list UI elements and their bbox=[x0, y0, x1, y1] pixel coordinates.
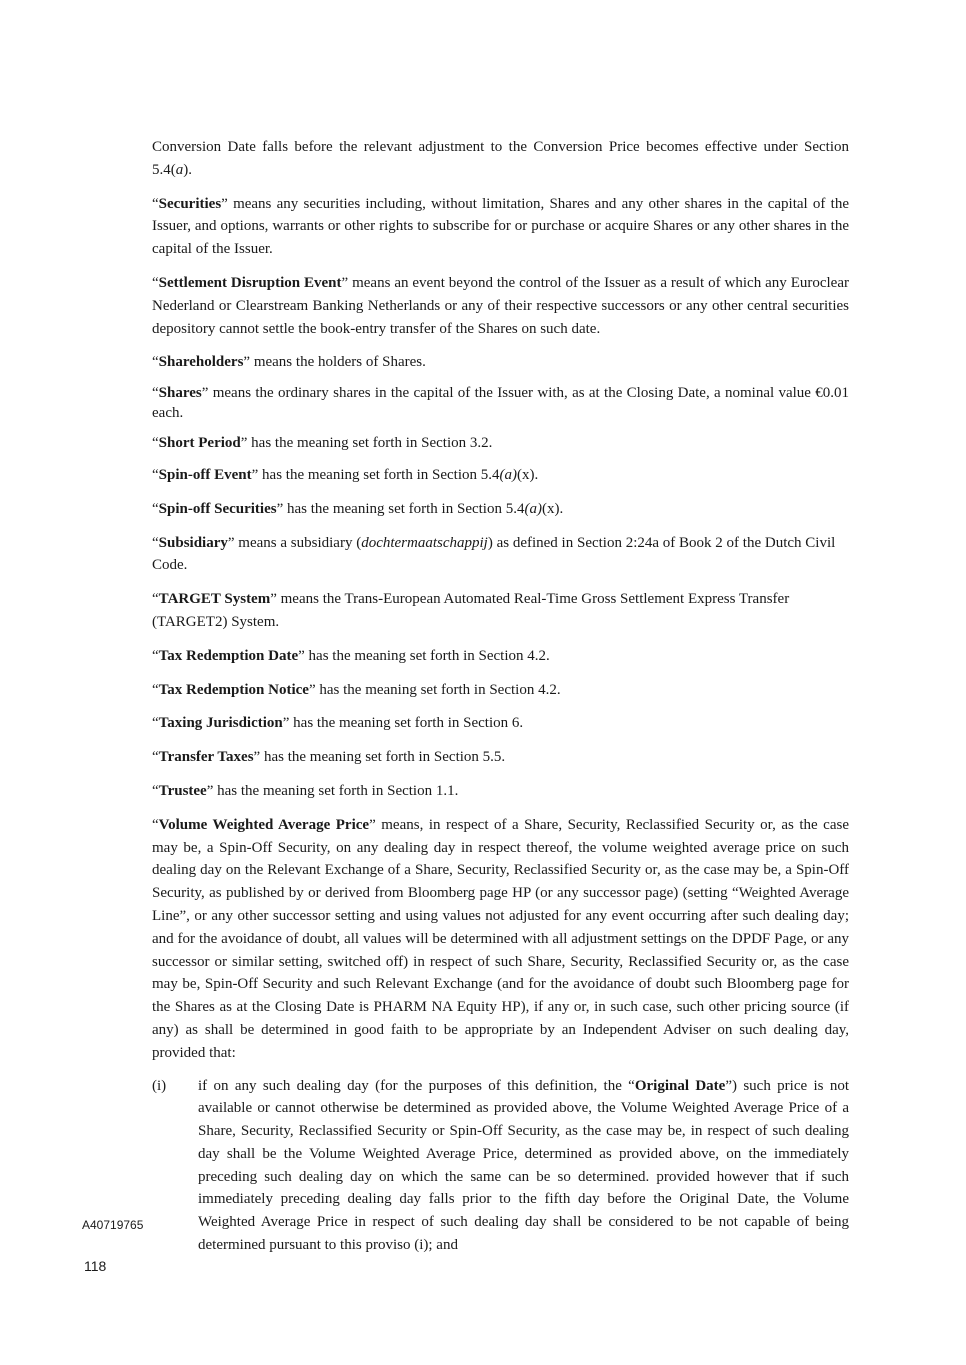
definition-term: Transfer Taxes bbox=[158, 749, 254, 766]
definition-term: Taxing Jurisdiction bbox=[158, 715, 283, 732]
page-number: 118 bbox=[84, 1258, 107, 1274]
definition-taxing-jurisdiction: “Taxing Jurisdiction” has the meaning set forth in Section 6. bbox=[152, 715, 524, 732]
list-item-text: if on any such dealing day (for the purposes of this definition, the “Original Date”) such price is not available or cannot otherwise be determined as provided above, the Volume Weighted Average Price of a Share, Security, Reclassified Security or Spin-Off Security, as the case may be, in respect of such dealing day shall be the Volume Weighted Average Price, determined as provided above, on the immediately preceding such dealing day on which the same can be so determined. provided however that if such immediately preceding dealing day falls prior to the fifth day before the Original Date, the Volume Weighted Average Price in respect of such dealing day shall be considered to be not capable of being determined pursuant to this proviso (i); and bbox=[198, 1077, 849, 1254]
definition-shares: “Shares” means the ordinary shares in the capital of the Issuer with, as at the Closing Date, a nominal value €0.01 each. bbox=[152, 385, 849, 422]
definition-short-period: “Short Period” has the meaning set forth in Section 3.2. bbox=[152, 435, 493, 452]
definition-volume-weighted-average-price: “Volume Weighted Average Price” means, in respect of a Share, Security, Reclassified Security or, as the case may be, a Spin-Off Security, on any dealing day in respect thereof, the volume weighted average price on such dealing day on the Relevant Exchange of a Share, Security, Reclassified Security or, as the case may be, a Spin-Off Security, as published by or derived from Bloomberg page HP (or any successor page) (setting “Weighted Average Line”, or any other successor setting and using values not adjusted for any event occurring after such dealing day; and for the avoidance of doubt, all values will be determined with all adjustment settings on the DPDF Page, or any successor or similar setting, switched off) in respect of such Share, Security, Reclassified Security or, as the case may be, Spin-Off Security and such Relevant Exchange (and for the avoidance of doubt such Bloomberg page for the Shares as at the Closing Date is PHARM NA Equity HP), if any or, in such case, such other pricing source (if any) as shall be determined in good faith to be appropriate by an Independent Adviser on such dealing day, provided that: bbox=[152, 816, 849, 1061]
definition-settlement-disruption-event: “Settlement Disruption Event” means an event beyond the control of the Issuer as a result of which any Euroclear Nederland or Clearstream Banking Netherlands or any of their respective successors or any other central securities depository cannot settle the book-entry transfer of the Shares on such date. bbox=[152, 274, 849, 337]
definition-term: Spin-off Event bbox=[158, 466, 252, 483]
document-body bbox=[152, 136, 849, 1257]
definition-term: Shareholders bbox=[158, 354, 244, 371]
list-item-number: (i) bbox=[152, 1077, 167, 1094]
definition-term: Spin-off Securities bbox=[158, 500, 277, 517]
definition-term: Shares bbox=[158, 385, 202, 402]
definition-spin-off-securities: “Spin-off Securities” has the meaning set forth in Section 5.4(a)(x). bbox=[152, 500, 564, 517]
definition-term: Short Period bbox=[158, 435, 241, 452]
definition-term: Settlement Disruption Event bbox=[158, 274, 342, 291]
definition-spin-off-event: “Spin-off Event” has the meaning set forth in Section 5.4(a)(x). bbox=[152, 466, 539, 483]
paragraph-conversion-date: Conversion Date falls before the relevant adjustment to the Conversion Price becomes effective under Section 5.4(a). bbox=[152, 139, 849, 178]
definition-subsidiary: “Subsidiary” means a subsidiary (dochtermaatschappij) as defined in Section 2:24a of Book 2 of the Dutch Civil Code. bbox=[152, 534, 836, 574]
definition-trustee: “Trustee” has the meaning set forth in Section 1.1. bbox=[152, 782, 459, 799]
definition-target-system: “TARGET System” means the Trans-European Automated Real-Time Gross Settlement Express Transfer (TARGET2) System. bbox=[152, 591, 790, 630]
definition-term: Volume Weighted Average Price bbox=[158, 816, 370, 833]
definition-term: Tax Redemption Notice bbox=[158, 681, 309, 698]
definition-transfer-taxes: “Transfer Taxes” has the meaning set forth in Section 5.5. bbox=[152, 749, 506, 766]
definition-tax-redemption-date: “Tax Redemption Date” has the meaning set forth in Section 4.2. bbox=[152, 647, 550, 664]
definition-shareholders: “Shareholders” means the holders of Shares. bbox=[152, 354, 426, 371]
list-item-i bbox=[152, 1075, 849, 1257]
definition-securities: “Securities” means any securities including, without limitation, Shares and any other shares in the capital of the Issuer, and options, warrants or other rights to subscribe for or purchase or acquire Shares or any other shares in the capital of the Issuer. bbox=[152, 195, 849, 258]
definition-term: Tax Redemption Date bbox=[158, 647, 299, 664]
definition-term: Trustee bbox=[158, 782, 207, 799]
definition-term: TARGET System bbox=[158, 591, 271, 608]
definition-term: Securities bbox=[158, 195, 222, 212]
definition-term: Subsidiary bbox=[158, 534, 228, 551]
document-reference: A40719765 bbox=[82, 1218, 144, 1232]
definition-tax-redemption-notice: “Tax Redemption Notice” has the meaning set forth in Section 4.2. bbox=[152, 681, 561, 698]
